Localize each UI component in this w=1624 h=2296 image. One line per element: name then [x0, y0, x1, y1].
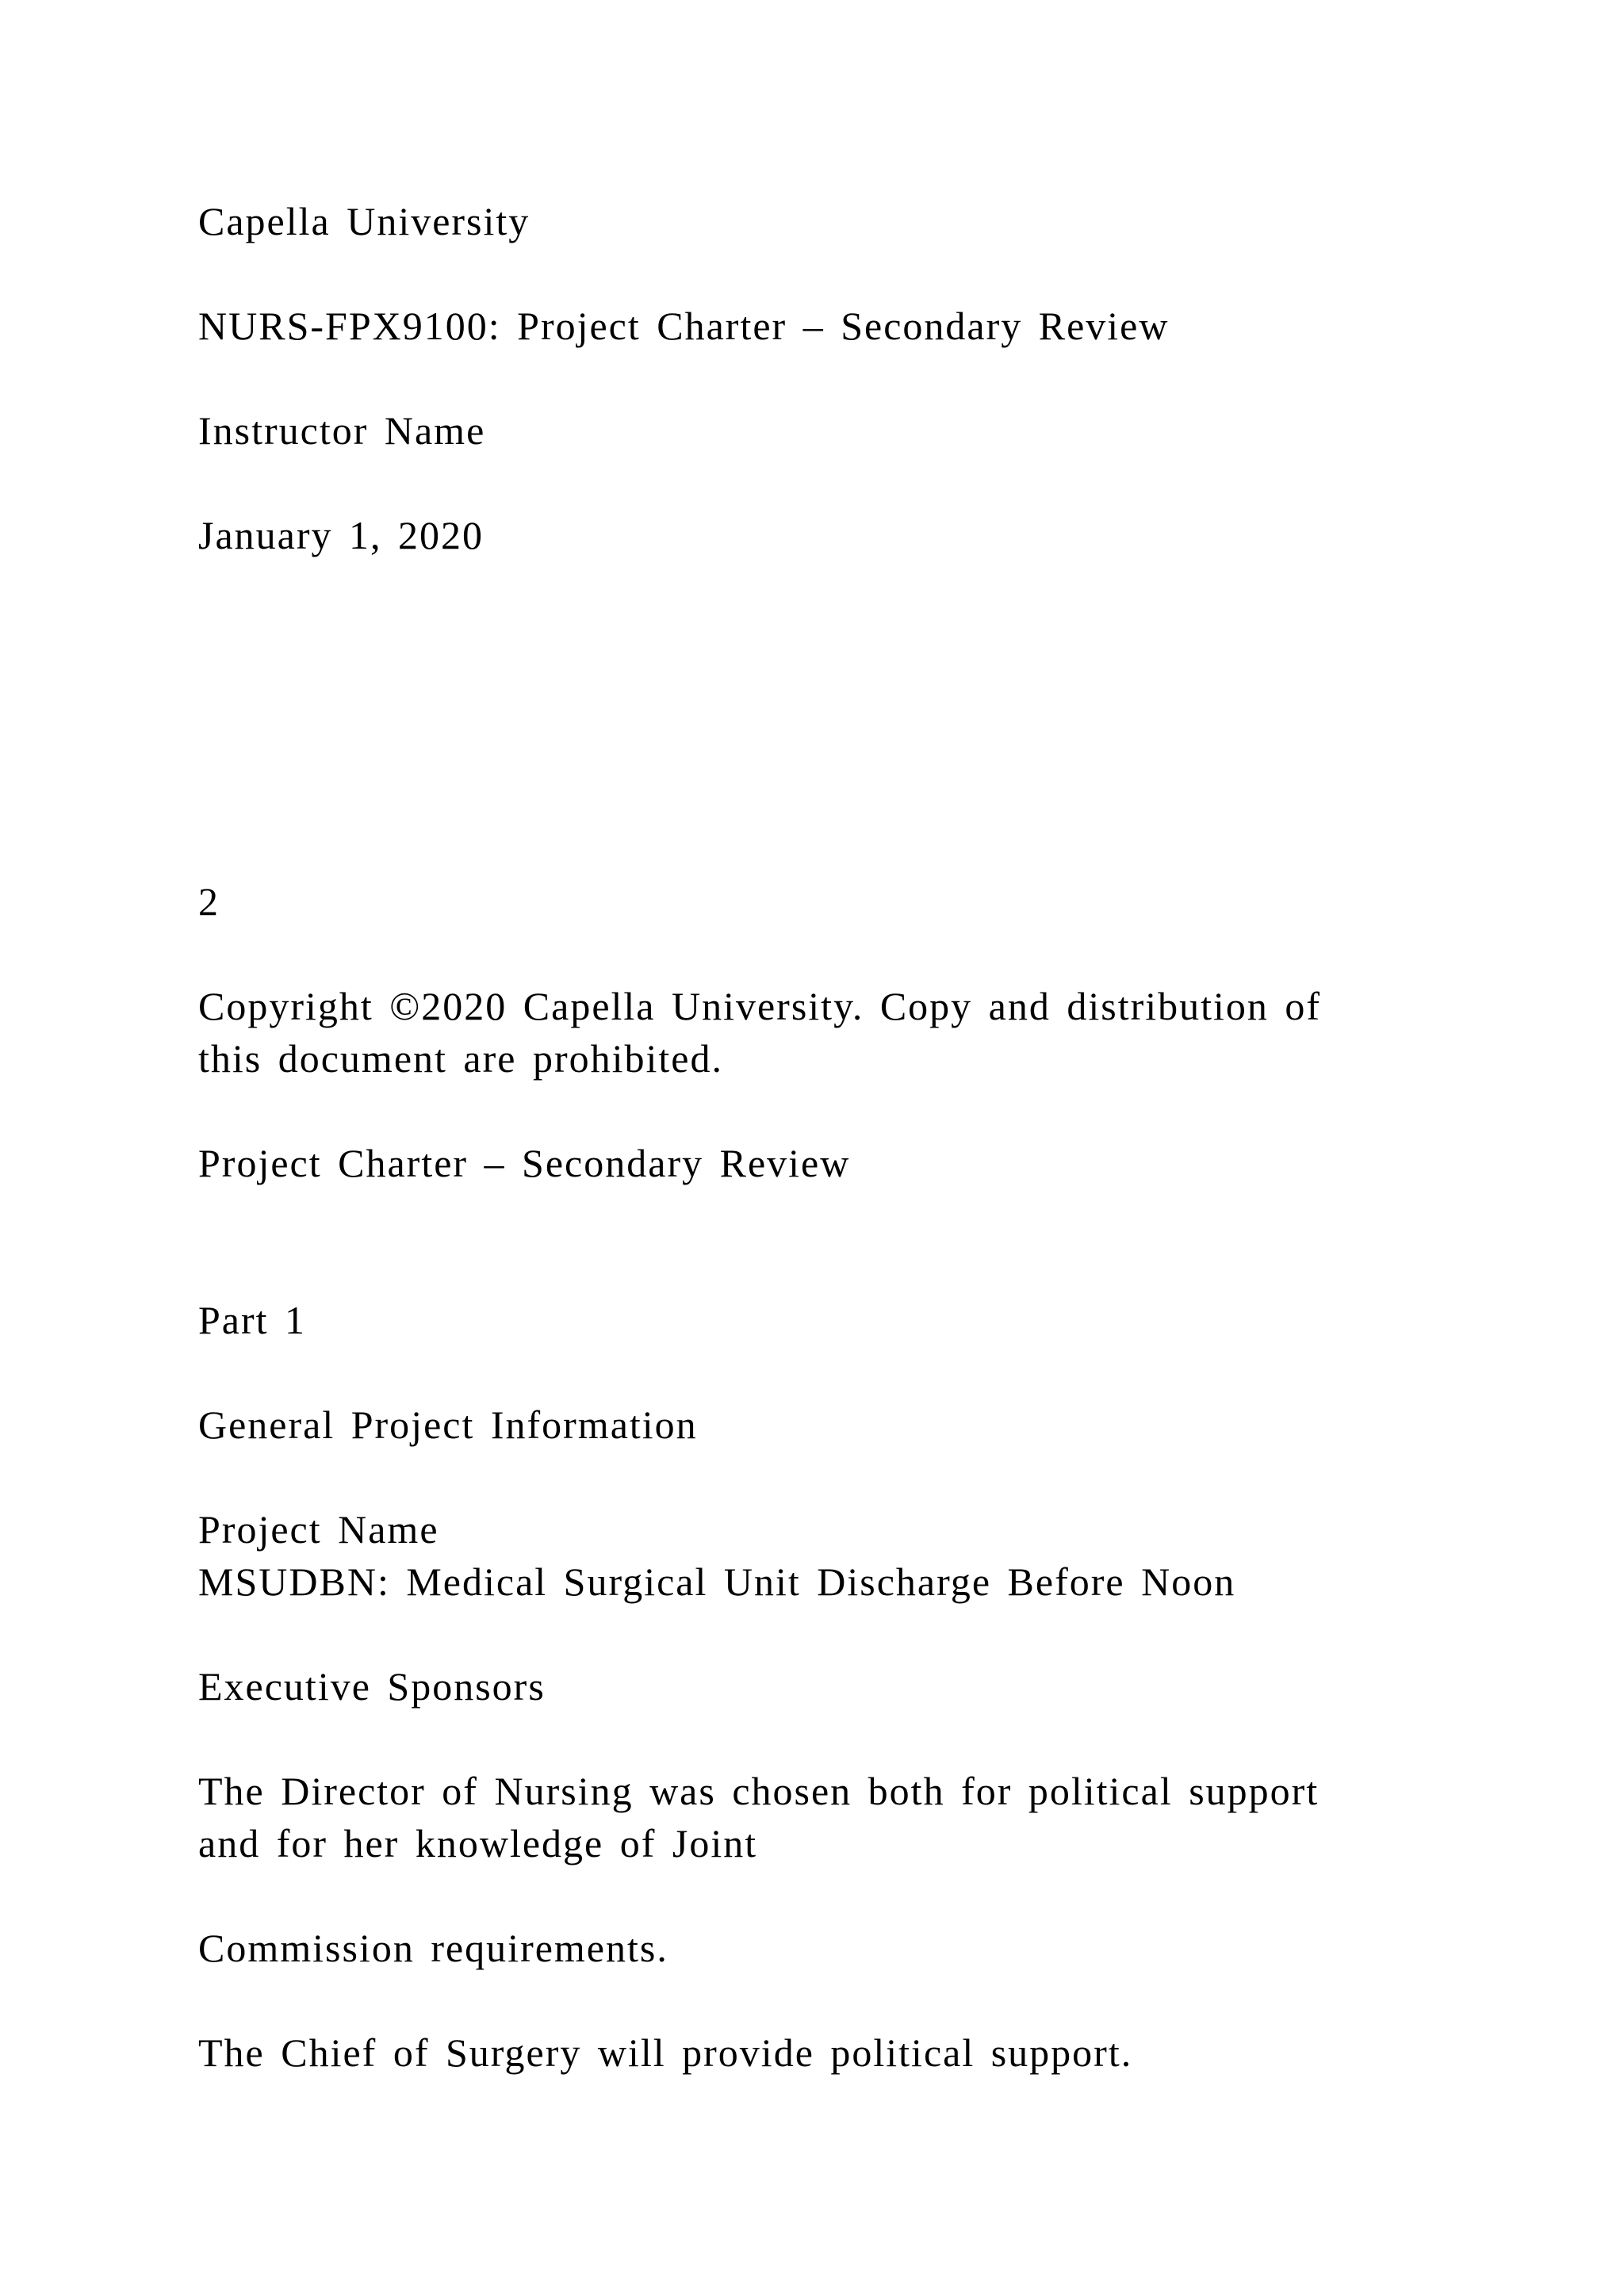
- document-title: Project Charter – Secondary Review: [198, 1141, 851, 1185]
- copyright-line-1: Copyright ©2020 Capella University. Copy and distribution of: [198, 984, 1322, 1028]
- sponsor-paragraph-line-2: and for her knowledge of Joint: [198, 1821, 758, 1866]
- course-title: NURS-FPX9100: Project Charter – Secondary Review: [198, 304, 1170, 348]
- part-label: Part 1: [198, 1298, 307, 1342]
- sponsor-paragraph-line-1: The Director of Nursing was chosen both for political support: [198, 1769, 1320, 1813]
- executive-sponsors-label: Executive Sponsors: [198, 1664, 546, 1709]
- sponsor-paragraph-2: Commission requirements.: [198, 1926, 668, 1970]
- university-name: Capella University: [198, 199, 530, 243]
- sponsor-paragraph-3: The Chief of Surgery will provide political support.: [198, 2030, 1133, 2075]
- instructor-name: Instructor Name: [198, 408, 486, 453]
- copyright-line-2: this document are prohibited.: [198, 1036, 723, 1081]
- page-number: 2: [198, 879, 220, 924]
- document-date: January 1, 2020: [198, 513, 484, 557]
- project-name-label: Project Name: [198, 1507, 439, 1552]
- project-name-value: MSUDBN: Medical Surgical Unit Discharge Before Noon: [198, 1559, 1236, 1604]
- section-heading: General Project Information: [198, 1402, 698, 1447]
